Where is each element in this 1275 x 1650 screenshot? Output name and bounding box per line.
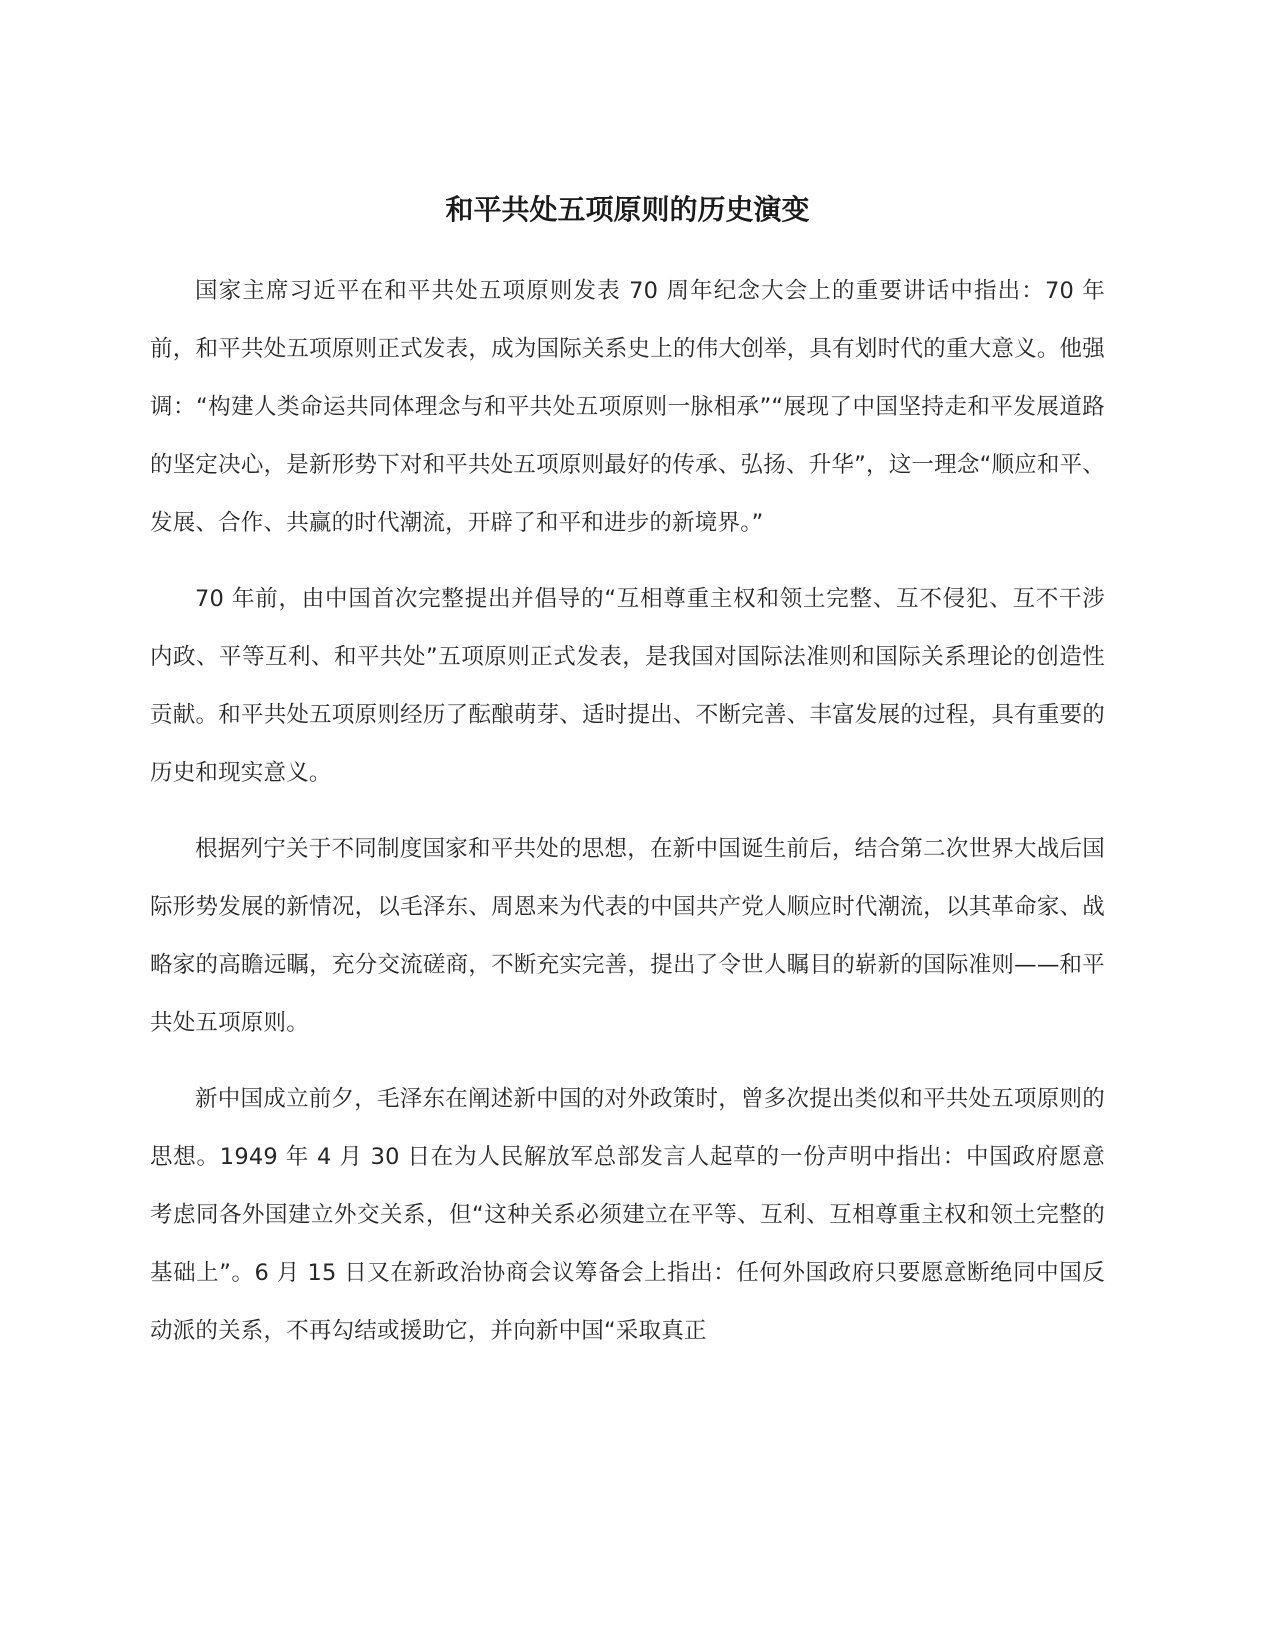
paragraph-1: 国家主席习近平在和平共处五项原则发表 70 周年纪念大会上的重要讲话中指出：70 年前，和平共处五项原则正式发表，成为国际关系史上的伟大创举，具有划时代的重大意义。他强调：“构建人类命运共同体理念与和平共处五项原则一脉相承”“展现了中国坚持走和平发展道路的坚定决心，是新形势下对和平共处五项原则最好的传承、弘扬、升华”，这一理念“顺应和平、发展、合作、共赢的时代潮流，开辟了和平和进步的新境界。” bbox=[150, 278, 1105, 536]
document-page bbox=[150, 0, 1105, 1650]
document-body bbox=[150, 262, 1105, 1378]
document-title: 和平共处五项原则的历史演变 bbox=[445, 193, 810, 226]
paragraph-3: 根据列宁关于不同制度国家和平共处的思想，在新中国诞生前后，结合第二次世界大战后国际形势发展的新情况，以毛泽东、周恩来为代表的中国共产党人顺应时代潮流，以其革命家、战略家的高瞻远瞩，充分交流磋商，不断充实完善，提出了令世人瞩目的崭新的国际准则——和平共处五项原则。 bbox=[150, 836, 1105, 1036]
paragraph-2: 70 年前，由中国首次完整提出并倡导的“互相尊重主权和领土完整、互不侵犯、互不干涉内政、平等互利、和平共处”五项原则正式发表，是我国对国际法准则和国际关系理论的创造性贡献。和平共处五项原则经历了酝酿萌芽、适时提出、不断完善、丰富发展的过程，具有重要的历史和现实意义。 bbox=[150, 586, 1105, 786]
paragraph-4: 新中国成立前夕，毛泽东在阐述新中国的对外政策时，曾多次提出类似和平共处五项原则的思想。1949 年 4 月 30 日在为人民解放军总部发言人起草的一份声明中指出：中国政府愿意考虑同各外国建立外交关系，但“这种关系必须建立在平等、互利、互相尊重主权和领土完整的基础上”。6 月 15 日又在新政治协商会议筹备会上指出：任何外国政府只要愿意断绝同中国反动派的关系，不再勾结或援助它，并向新中国“采取真正 bbox=[150, 1086, 1105, 1344]
